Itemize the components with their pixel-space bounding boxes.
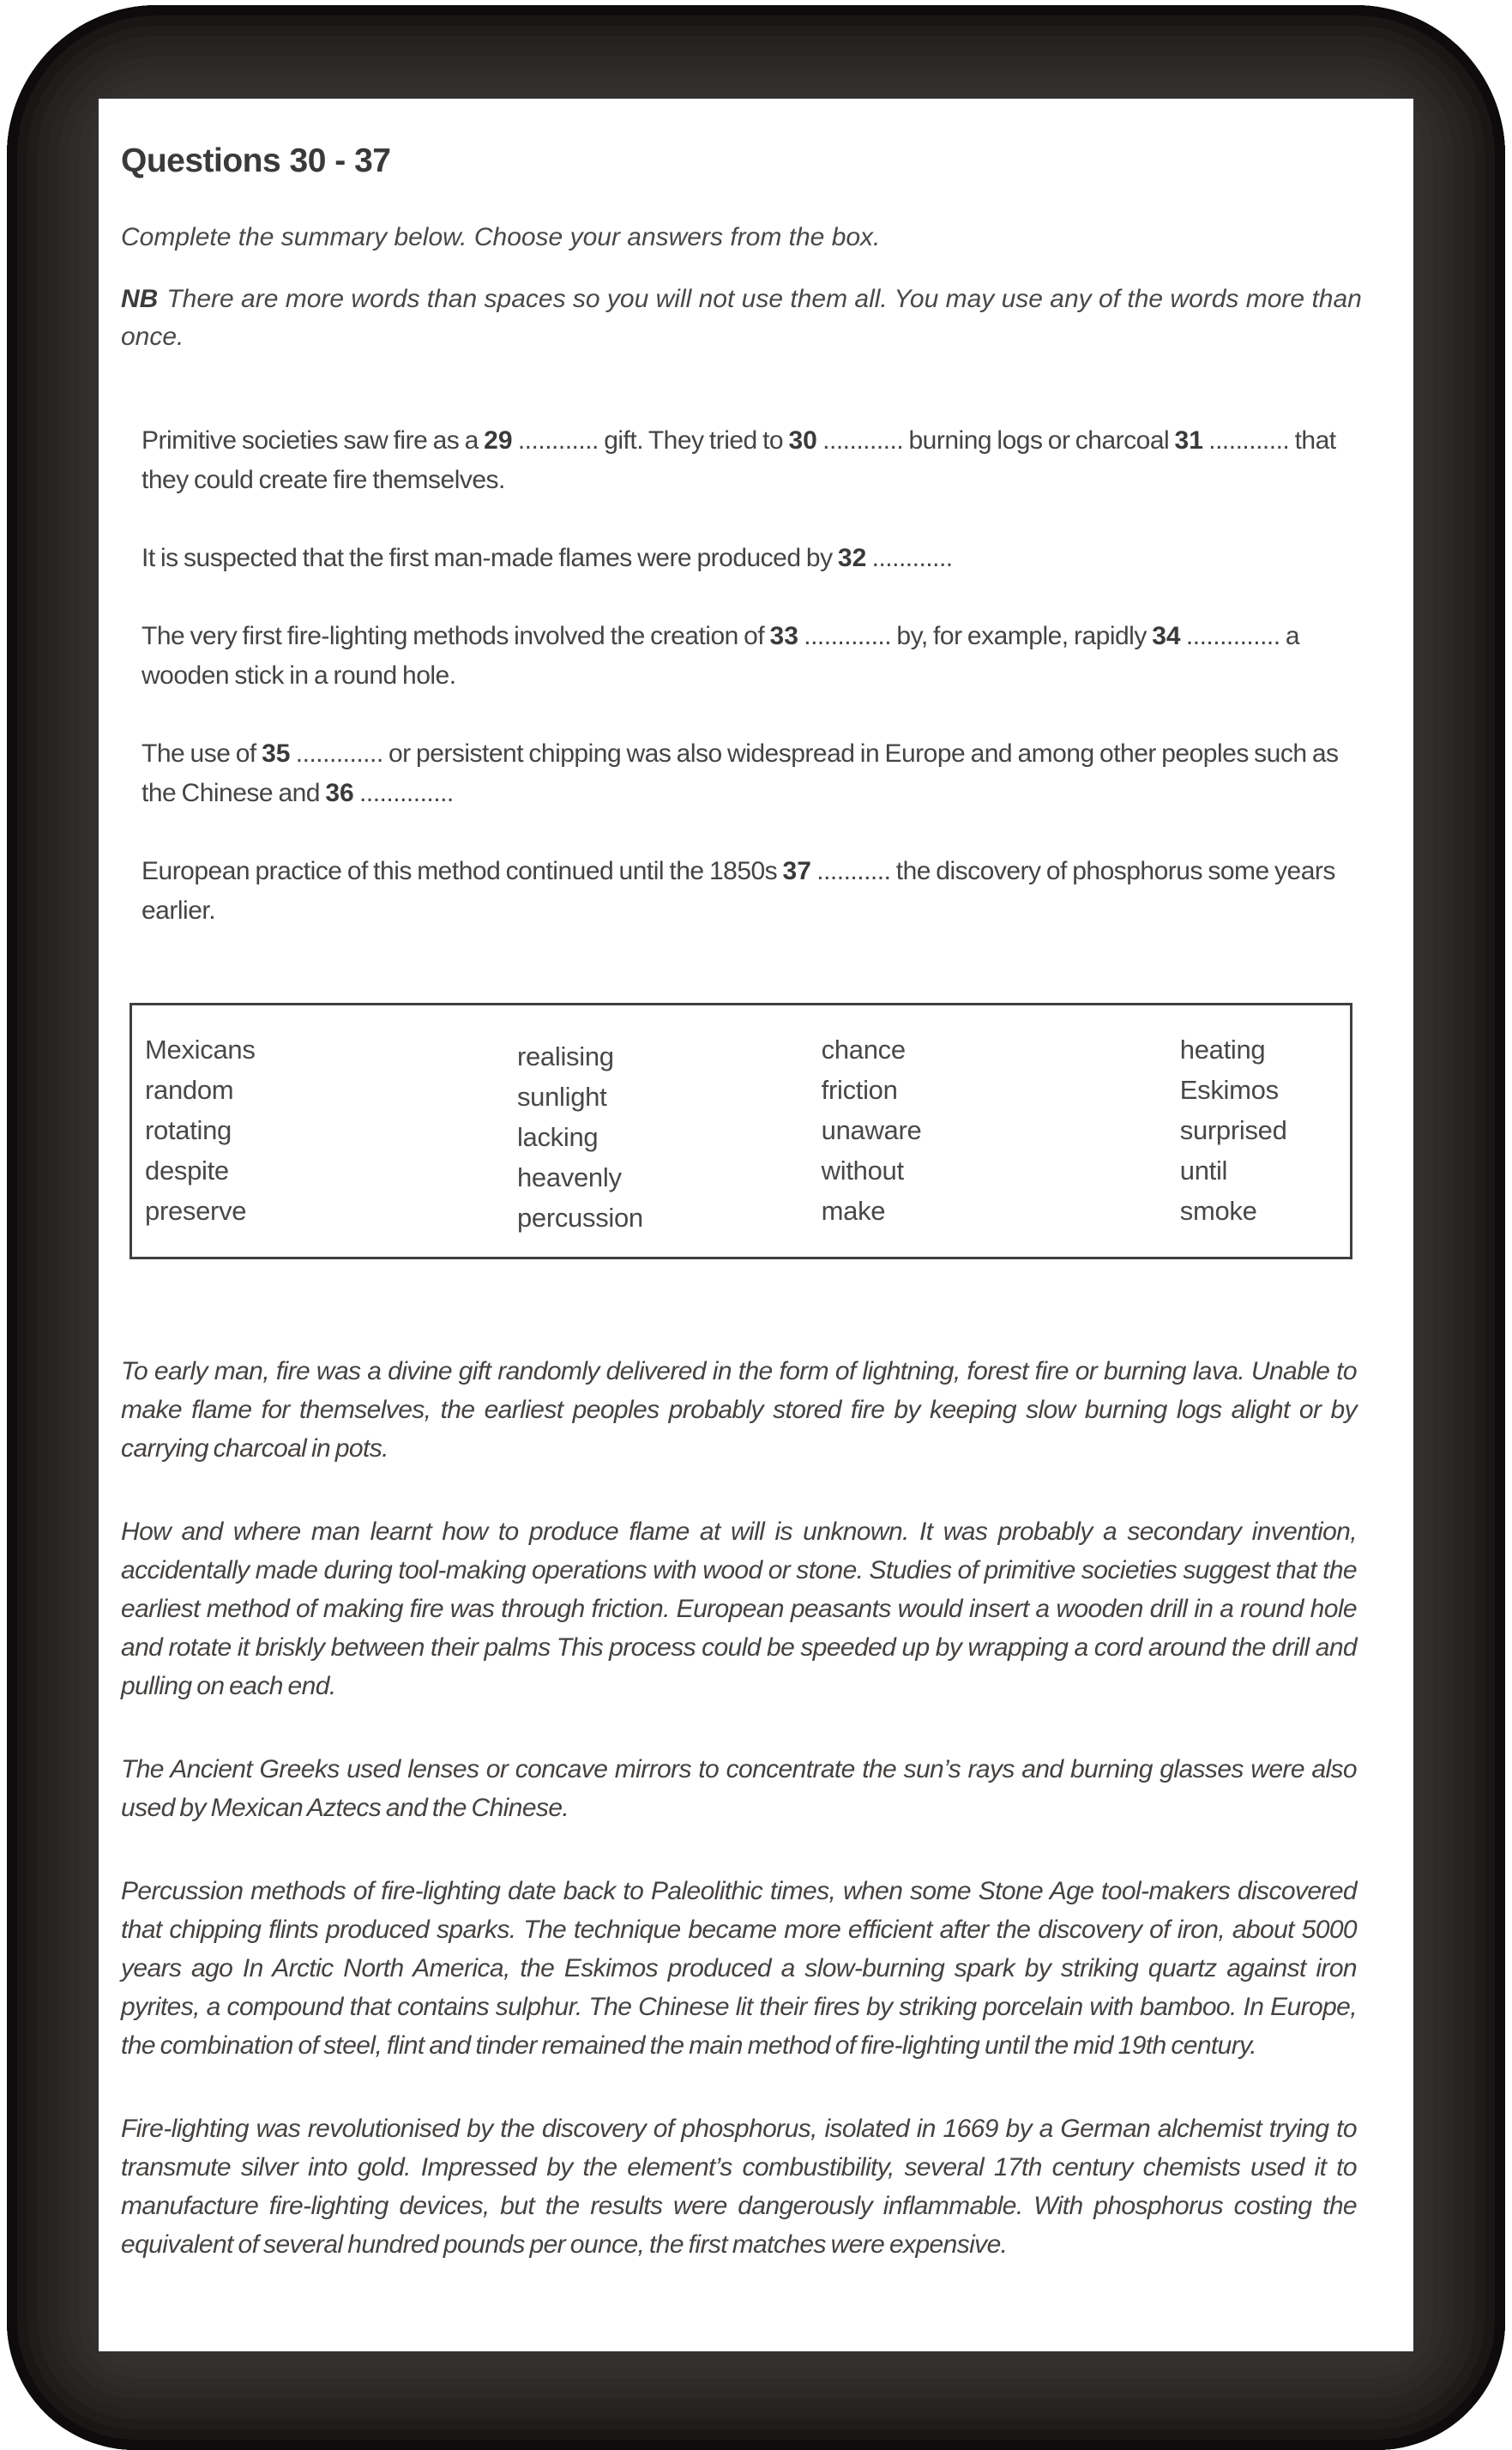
reading-passages [121, 1352, 1357, 2264]
instruction-line: Complete the summary below. Choose your answers from the box. [121, 223, 881, 251]
summary-paragraph-2: It is suspected that the first man-made flames were produced by 32 ............ [142, 544, 953, 572]
summary-paragraph-3: The very first fire-lighting methods involved the creation of 33 ............. by, for example, rapidly 34 .............. a wooden stick in a round hole. [142, 622, 1300, 690]
word-option: percussion [516, 1203, 643, 1233]
blank-34: 34 [1152, 622, 1181, 650]
word-box [130, 1003, 1352, 1259]
word-option: random [145, 1075, 234, 1105]
nb-note [121, 281, 1372, 356]
blank-35: 35 [262, 739, 291, 768]
word-option: realising [516, 1041, 614, 1071]
word-option: make [821, 1196, 886, 1226]
word-option: Mexicans [145, 1035, 256, 1065]
word-box-column-2 [517, 1036, 822, 1238]
summary-paragraph-5: European practice of this method continued until the 1850s 37 ........... the discovery of phosphorus some years earlier. [142, 857, 1335, 925]
word-option: chance [821, 1035, 906, 1065]
nb-text: There are more words than spaces so you will not use them all. You may use any of the words more than once. [121, 285, 1362, 351]
word-option: surprised [1179, 1115, 1287, 1145]
word-option: preserve [145, 1196, 247, 1226]
summary-paragraph-4: The use of 35 ............. or persistent chipping was also widespread in Europe and among other peoples such as the Chinese and 36 .............. [142, 739, 1339, 807]
nb-label: NB [121, 285, 159, 313]
word-option: without [821, 1156, 904, 1186]
word-option: friction [821, 1075, 898, 1105]
passage-paragraph-1: To early man, fire was a divine gift randomly delivered in the form of lightning, forest fire or burning lava. Unable to make flame for themselves, the earliest peoples probably stored fire by keeping slow burning logs alight or by carrying charcoal in pots. [121, 1357, 1357, 1463]
word-box-column-1 [145, 1029, 517, 1231]
passage-paragraph-4: Percussion methods of fire-lighting date back to Paleolithic times, when some Stone Age tool-makers discovered that chipping flints produced sparks. The technique became more efficient after the discovery of iron, about 5000 years ago In Arctic North America, the Eskimos produced a slow-burning spark by striking quartz against iron pyrites, a compound that contains sulphur. The Chinese lit their fires by striking porcelain with bamboo. In Europe, the combination of steel, flint and tinder remained the main method of fire-lighting until the mid 19th century. [121, 1877, 1357, 2060]
page-title: Questions 30 - 37 [121, 142, 391, 179]
word-option: heating [1179, 1035, 1266, 1065]
word-box-column-4 [1180, 1029, 1341, 1231]
word-option: smoke [1179, 1196, 1257, 1226]
word-option: until [1179, 1156, 1228, 1186]
word-option: unaware [821, 1115, 922, 1145]
blank-36: 36 [325, 779, 354, 807]
summary-block [142, 421, 1372, 931]
word-option: lacking [516, 1122, 599, 1152]
passage-paragraph-2: How and where man learnt how to produce flame at will is unknown. It was probably a secondary invention, accidentally made during tool-making operations with wood or stone. Studies of primitive societies suggest that the earliest method of making fire was through friction. European peasants would insert a wooden drill in a round hole and rotate it briskly between their palms This process could be speeded up by wrapping a cord around the drill and pulling on each end. [121, 1518, 1357, 1700]
blank-29: 29 [484, 426, 513, 455]
passage-paragraph-3: The Ancient Greeks used lenses or concave mirrors to concentrate the sun’s rays and burning glasses were also used by Mexican Aztecs and the Chinese. [121, 1755, 1357, 1822]
blank-33: 33 [769, 622, 798, 650]
word-option: sunlight [516, 1082, 607, 1112]
word-option: rotating [145, 1115, 232, 1145]
worksheet-page [99, 99, 1413, 2351]
word-option: Eskimos [1179, 1075, 1279, 1105]
blank-37: 37 [782, 857, 811, 885]
summary-paragraph-1: Primitive societies saw fire as a 29 ............ gift. They tried to 30 ............ burning logs or charcoal 31 ............ that they could create fire themselves. [142, 426, 1336, 494]
word-option: heavenly [516, 1162, 622, 1192]
word-option: despite [145, 1156, 229, 1186]
passage-paragraph-5: Fire-lighting was revolutionised by the discovery of phosphorus, isolated in 1669 by a German alchemist trying to transmute silver into gold. Impressed by the element’s combustibility, several 17th century chemists used it to manufacture fire-lighting devices, but the results were dangerously inflammable. With phosphorus costing the equivalent of several hundred pounds per ounce, the first matches were expensive. [121, 2115, 1357, 2259]
blank-32: 32 [837, 544, 867, 572]
blank-30: 30 [788, 426, 817, 455]
blank-31: 31 [1174, 426, 1203, 455]
word-box-column-3 [822, 1029, 1180, 1231]
